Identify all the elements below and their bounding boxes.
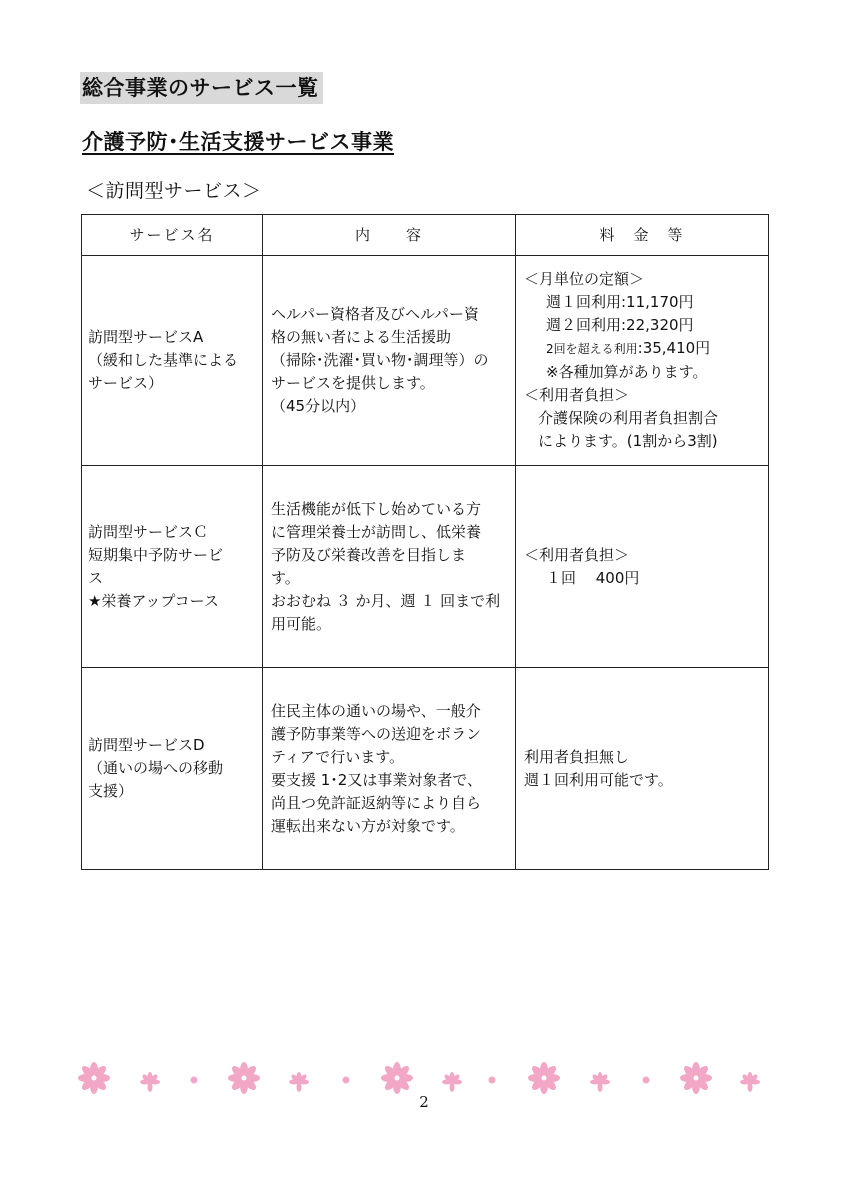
- section-heading: 介護予防･生活支援サービス事業: [82, 130, 394, 154]
- fee-note: ※各種加算があります。: [546, 363, 708, 381]
- content-line: 要支援 1･2又は事業対象者で、: [271, 770, 483, 789]
- service-name-cell: [82, 256, 263, 466]
- service-name-line: 支援）: [88, 782, 134, 800]
- dot-icon: [643, 1077, 650, 1084]
- fee-line: によります。(1割から3割): [538, 432, 718, 450]
- service-name-line: ス: [88, 568, 104, 587]
- fee-heading: ＜月単位の定額＞: [524, 270, 645, 288]
- small-flower-icon: [140, 1072, 160, 1092]
- content-line: 生活機能が低下し始めている方: [271, 499, 482, 518]
- fee-cell: [516, 256, 769, 466]
- service-name-cell: [82, 668, 263, 870]
- content-line: （45分以内）: [271, 397, 366, 415]
- service-name-line: ★栄養アップコース: [88, 591, 219, 610]
- fee-cell: [516, 668, 769, 870]
- flower-icon: [228, 1062, 260, 1094]
- content-line: 予防及び栄養改善を目指しま: [271, 545, 467, 564]
- small-flower-icon: [740, 1072, 760, 1092]
- content-line: す。: [271, 568, 300, 587]
- small-flower-icon: [590, 1072, 610, 1092]
- dot-icon: [489, 1077, 496, 1084]
- content-line: 尚且つ免許証返納等により自ら: [271, 793, 482, 812]
- content-line: 用可能。: [271, 614, 332, 633]
- small-flower-icon: [289, 1072, 309, 1092]
- service-name-line: 訪問型サービスA: [88, 328, 204, 346]
- flower-icon: [78, 1062, 110, 1094]
- content-line: おおむね ３ か月、週 １ 回まで利: [271, 591, 501, 610]
- fee-line: 週１回利用:11,170円: [546, 293, 694, 311]
- flower-icon: [528, 1062, 560, 1094]
- content-line: 住民主体の通いの場や、一般介: [271, 701, 481, 720]
- small-flower-icon: [442, 1072, 462, 1092]
- service-name-line: （通いの場への移動: [88, 759, 224, 777]
- service-content-cell: [263, 256, 516, 466]
- fee-line: 介護保険の利用者負担割合: [538, 409, 719, 427]
- content-line: に管理栄養士が訪問し、低栄養: [271, 522, 482, 541]
- fee-line: １回 400円: [546, 568, 640, 587]
- service-name-line: 訪問型サービスD: [88, 736, 205, 754]
- content-line: ヘルパー資格者及びヘルパー資: [271, 305, 479, 323]
- service-content-cell: [263, 668, 516, 870]
- fee-value: :35,410円: [637, 339, 711, 357]
- content-line: ティアで行います。: [271, 747, 405, 766]
- fee-line: [524, 337, 760, 361]
- content-line: （掃除･洗濯･買い物･調理等）の: [271, 351, 489, 369]
- dot-icon: [191, 1077, 198, 1084]
- header-content: 内 容: [263, 215, 516, 256]
- service-name-cell: [82, 466, 263, 668]
- table-row: [82, 668, 769, 870]
- header-fee: 料 金 等: [516, 215, 769, 256]
- fee-line: 利用者負担無し: [524, 747, 630, 766]
- fee-cell: [516, 466, 769, 668]
- page-number: 2: [419, 1093, 429, 1111]
- services-table: [81, 214, 769, 870]
- fee-heading: ＜利用者負担＞: [524, 386, 630, 404]
- header-service-name: サービス名: [82, 215, 263, 256]
- subsection-heading: ＜訪問型サービス＞: [86, 180, 262, 202]
- dot-icon: [343, 1077, 350, 1084]
- fee-heading: ＜利用者負担＞: [524, 545, 630, 564]
- service-content-cell: [263, 466, 516, 668]
- flower-icon: [680, 1062, 712, 1094]
- table-header-row: [82, 215, 769, 256]
- content-line: 格の無い者による生活援助: [271, 328, 452, 346]
- service-name-line: 短期集中予防サービ: [88, 545, 224, 564]
- flower-icon: [381, 1062, 413, 1094]
- fee-line: 週１回利用可能です。: [524, 770, 673, 789]
- fee-label-small: 2回を超える利用: [546, 342, 638, 356]
- table-row: [82, 256, 769, 466]
- content-line: サービスを提供します。: [271, 374, 435, 392]
- page-title: 総合事業のサービス一覧: [80, 72, 323, 104]
- service-name-line: 訪問型サービスＣ: [88, 522, 209, 541]
- service-name-line: （緩和した基準による: [88, 351, 239, 369]
- content-line: 護予防事業等への送迎をボラン: [271, 724, 482, 743]
- service-name-line: サービス）: [88, 374, 164, 392]
- table-row: [82, 466, 769, 668]
- fee-line: 週２回利用:22,320円: [546, 316, 694, 334]
- content-line: 運転出来ない方が対象です。: [271, 816, 465, 835]
